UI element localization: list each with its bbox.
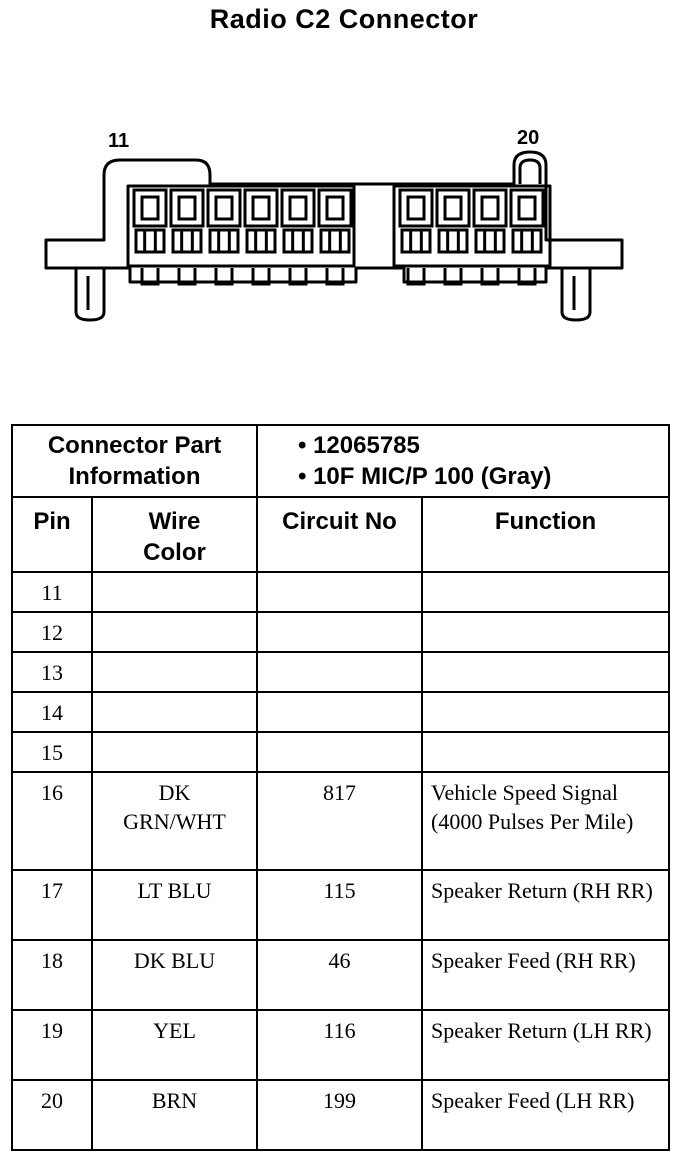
function-cell: Speaker Return (RH RR): [422, 870, 669, 940]
circuit-cell: [257, 612, 422, 652]
wire-color-cell: YEL: [92, 1010, 257, 1080]
function-cell: Speaker Feed (LH RR): [422, 1080, 669, 1150]
header-wire-color: Wire Color: [92, 497, 257, 572]
part-info-label-cell: [12, 425, 257, 497]
function-cell: Speaker Feed (RH RR): [422, 940, 669, 1010]
header-pin: Pin: [12, 497, 92, 572]
pin-cell: 12: [12, 612, 92, 652]
pinout-table: [11, 424, 670, 1151]
function-cell: Speaker Return (LH RR): [422, 1010, 669, 1080]
terminal-cavity: [319, 190, 351, 226]
terminal-cavity: [171, 190, 203, 226]
pin-label-11: 11: [108, 130, 130, 152]
circuit-cell: 116: [257, 1010, 422, 1080]
terminal-cavity: [437, 190, 469, 226]
function-cell: Vehicle Speed Signal (4000 Pulses Per Mile): [422, 772, 669, 870]
pin-cell: 20: [12, 1080, 92, 1150]
wire-color-cell: DK BLU: [92, 940, 257, 1010]
pin-cell: 13: [12, 652, 92, 692]
part-number: • 12065785: [298, 432, 420, 459]
diagram-title: Radio C2 Connector: [209, 4, 479, 34]
circuit-cell: [257, 692, 422, 732]
circuit-cell: 46: [257, 940, 422, 1010]
function-cell: [422, 612, 669, 652]
function-cell: [422, 692, 669, 732]
circuit-cell: 199: [257, 1080, 422, 1150]
table-row: [12, 692, 669, 732]
terminal-cavity: [208, 190, 240, 226]
circuit-cell: [257, 652, 422, 692]
circuit-cell: 115: [257, 870, 422, 940]
wire-color-cell: [92, 652, 257, 692]
terminal-cavity: [511, 190, 543, 226]
table-row: [12, 652, 669, 692]
part-info-values-cell: [257, 425, 669, 497]
header-function: Function: [422, 497, 669, 572]
pin-cell: 11: [12, 572, 92, 612]
terminal-cavity: [400, 190, 432, 226]
right-mounting-peg: [562, 268, 590, 320]
function-cell: [422, 652, 669, 692]
table-row: [12, 940, 669, 1010]
table-row: [12, 732, 669, 772]
table-row: [12, 572, 669, 612]
wire-color-cell: [92, 572, 257, 612]
function-cell: [422, 572, 669, 612]
pin-cell: 17: [12, 870, 92, 940]
circuit-cell: [257, 572, 422, 612]
pin-cell: 15: [12, 732, 92, 772]
part-description: • 10F MIC/P 100 (Gray): [298, 463, 552, 490]
function-cell: [422, 732, 669, 772]
part-info-label: Connector Part Information: [47, 432, 222, 490]
table-row: [12, 1080, 669, 1150]
wire-color-cell: LT BLU: [92, 870, 257, 940]
left-mounting-peg: [76, 268, 104, 320]
terminal-cavity: [134, 190, 166, 226]
terminal-cavity: [474, 190, 506, 226]
wire-color-cell: [92, 692, 257, 732]
wire-color-cell: [92, 612, 257, 652]
wire-color-cell: [92, 732, 257, 772]
table-row: [12, 612, 669, 652]
connector-drawing: [0, 0, 688, 400]
table-row: [12, 1010, 669, 1080]
pin-cell: 16: [12, 772, 92, 870]
header-circuit-no: Circuit No: [257, 497, 422, 572]
pin-cell: 14: [12, 692, 92, 732]
pin-label-20: 20: [517, 127, 540, 149]
terminal-cavity: [245, 190, 277, 226]
table-row: [12, 870, 669, 940]
circuit-cell: [257, 732, 422, 772]
wire-color-cell: BRN: [92, 1080, 257, 1150]
table-row: [12, 772, 669, 870]
wire-color-cell: DK GRN/WHT: [92, 772, 257, 870]
terminal-cavity: [282, 190, 314, 226]
pin-cell: 18: [12, 940, 92, 1010]
circuit-cell: 817: [257, 772, 422, 870]
pin-cell: 19: [12, 1010, 92, 1080]
